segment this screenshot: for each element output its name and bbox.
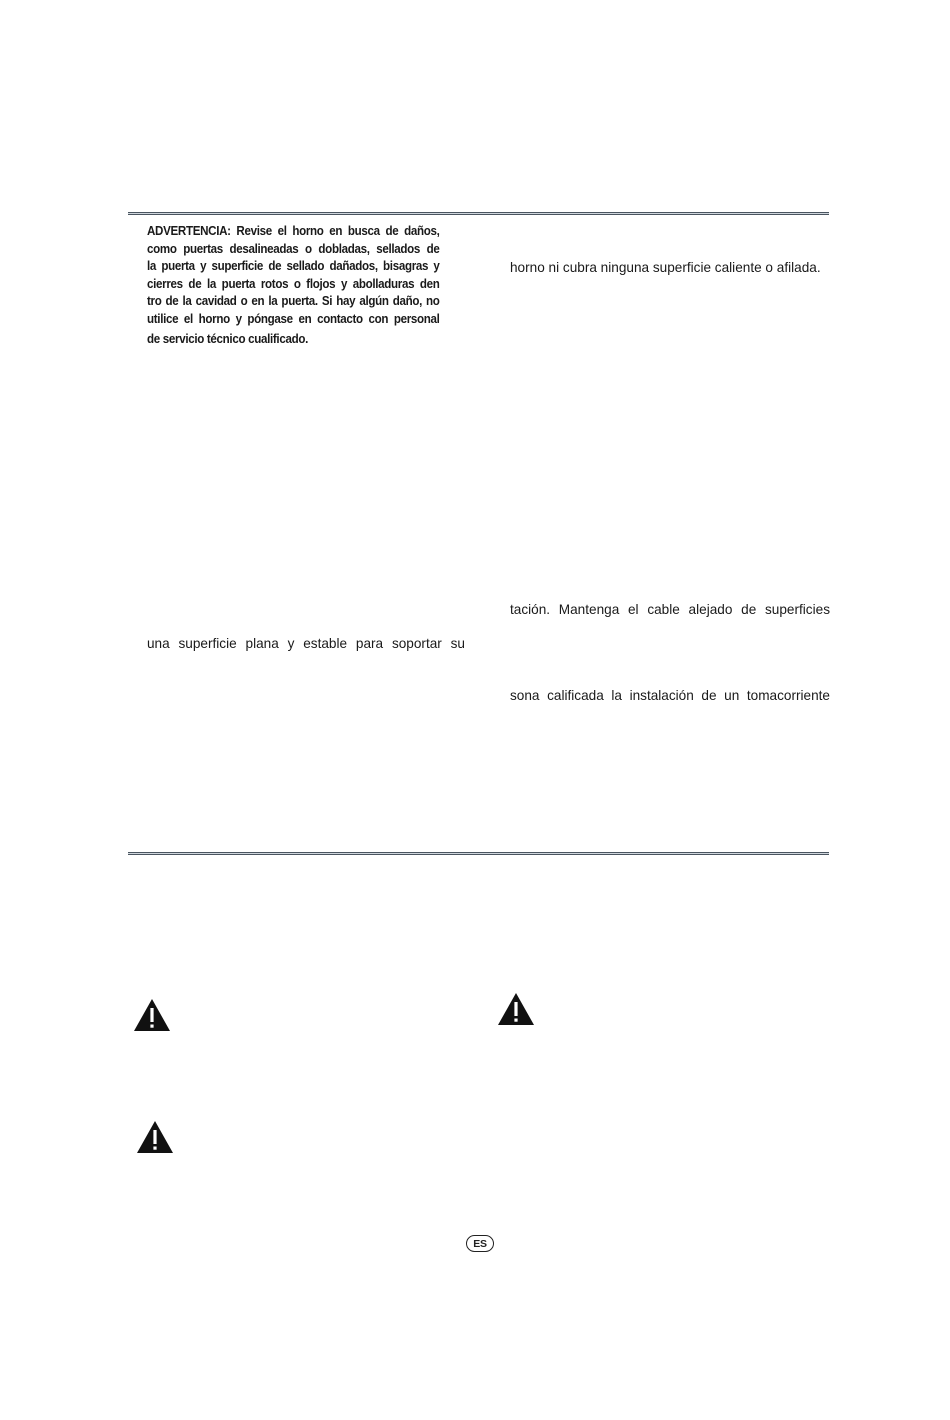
warning-line: de servicio técnico cualificado. xyxy=(147,332,308,346)
warning-triangle-icon xyxy=(133,998,171,1032)
warning-paragraph xyxy=(147,223,440,349)
bottom-divider xyxy=(128,852,829,855)
warning-line: la puerta y superficie de sellado dañados, bisagras y xyxy=(147,259,440,273)
warning-line: cierres de la puerta rotos o flojos y abolladuras den xyxy=(147,276,440,291)
warning-line: como puertas desalineadas o dobladas, sellados de xyxy=(147,241,440,256)
text-fragment-tacion: tación. Mantenga el cable alejado de superficies xyxy=(510,602,830,617)
warning-triangle-icon xyxy=(136,1120,174,1154)
top-divider xyxy=(128,212,829,215)
text-fragment-horno: horno ni cubra ninguna superficie caliente o afilada. xyxy=(510,260,821,275)
warning-line: tro de la cavidad o en la puerta. Si hay algún daño, no xyxy=(147,294,440,308)
warning-triangle-icon xyxy=(497,992,535,1026)
warning-line: utilice el horno y póngase en contacto con personal xyxy=(147,311,440,326)
text-fragment-una: una superficie plana y estable para soportar su xyxy=(147,636,465,651)
warning-line: ADVERTENCIA: Revise el horno en busca de daños, xyxy=(147,224,440,238)
language-badge: ES xyxy=(466,1235,494,1252)
text-fragment-sona: sona calificada la instalación de un tomacorriente xyxy=(510,688,830,703)
